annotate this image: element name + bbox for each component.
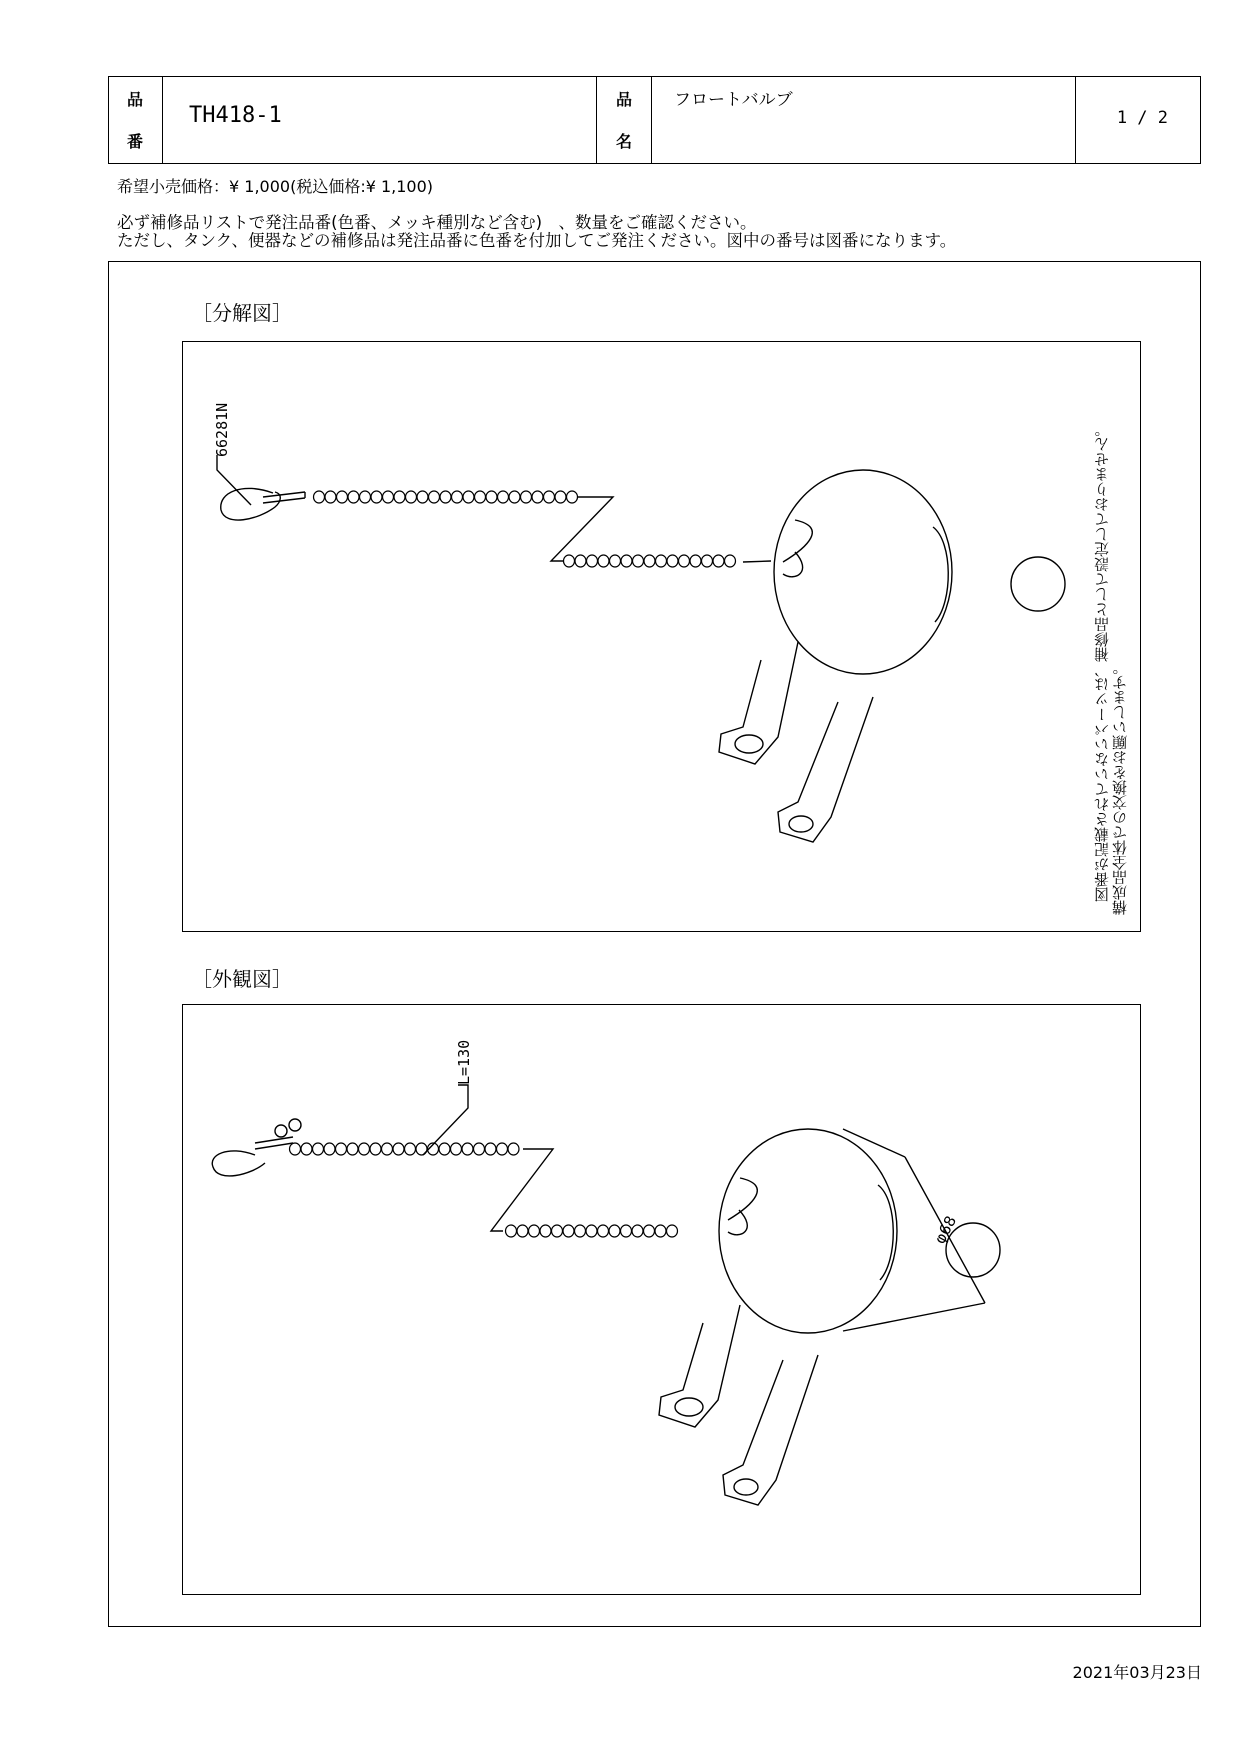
divider [162,77,163,163]
chain-bead [633,555,644,567]
chain-bead [290,1143,301,1155]
diameter-dimension [843,1129,985,1331]
chain-bead [393,1143,404,1155]
chain-bead [564,555,575,567]
chain-bead [301,1143,312,1155]
chain-bead [532,491,543,503]
chain-bead [506,1225,517,1237]
chain-bead [475,491,486,503]
issue-date: 2021年03月23日 [1072,1663,1202,1682]
chain-bead [587,555,598,567]
chain-bead [575,1225,586,1237]
chain-bead [544,491,555,503]
chain-bead [416,1143,427,1155]
chain-bead [529,1225,540,1237]
chain-bead [406,491,417,503]
chain-bead [485,1143,496,1155]
exploded-view-drawing [183,342,1142,933]
chain-bead [508,1143,519,1155]
retail-price: 希望小売価格：¥ 1,000(税込価格:¥ 1,100) [117,177,434,196]
chain-bead [667,1225,678,1237]
chain-bead [451,1143,462,1155]
pivot-hole-upper [735,735,763,753]
chain-bead [521,491,532,503]
chain-bead [462,1143,473,1155]
chain-bead [563,1225,574,1237]
chain-bead [497,1143,508,1155]
chain-upper [290,1143,520,1155]
pivot-hole-lower [789,816,813,832]
ball-knob [1011,557,1065,611]
diameter-label: φ68 [930,1212,961,1247]
chain-bead [314,491,325,503]
chain-bead [655,1225,666,1237]
pivot-arm-upper [659,1305,740,1427]
chain-bead [325,491,336,503]
chain-bead [324,1143,335,1155]
chain-bead [702,555,713,567]
chain-bead [621,1225,632,1237]
chain-bead [474,1143,485,1155]
chain-bead [360,491,371,503]
chain-ball-small [275,1125,287,1137]
chain-bead [540,1225,551,1237]
chain-bead [644,1225,655,1237]
chain-bead [429,491,440,503]
part-name: フロートバルブ [674,90,793,110]
chain-bead [679,555,690,567]
pivot-arm-lower [723,1355,818,1505]
part-number: TH418-1 [189,103,282,128]
ball-cord [728,1178,757,1235]
chain-bead [598,1225,609,1237]
hook-clip-arm [263,492,305,503]
chain-bead [555,491,566,503]
chain-bead [347,1143,358,1155]
chain-bead [336,1143,347,1155]
chain-bead [644,555,655,567]
chain-break [491,1149,553,1231]
hook-clip [212,1151,265,1176]
part-name-label-bottom: 名 [616,132,633,151]
chain-bead [575,555,586,567]
exploded-view-panel [182,341,1141,932]
chain-bead [517,1225,528,1237]
chain-bead [394,491,405,503]
divider [1075,77,1076,163]
chain-bead [725,555,736,567]
chain-bead [609,1225,620,1237]
exploded-view-title: ［分解図］ [192,301,292,325]
chain-bead [498,491,509,503]
chain-break [551,497,613,561]
chain-bead [667,555,678,567]
page-indicator: 1 / 2 [1116,108,1168,128]
part-no-label-top: 品 [127,90,144,109]
part-no-label-bottom: 番 [127,132,144,151]
chain-bead [348,491,359,503]
order-note-2: ただし、タンク、便器などの補修品は発注品番に色番を付加してご発注ください。図中の番号は図番になります。 [117,231,957,250]
chain-bead [610,555,621,567]
pivot-hole-upper [675,1398,703,1416]
chain-bead [690,555,701,567]
ball-cord [783,520,812,577]
exterior-view-panel [182,1004,1141,1595]
exterior-view-drawing [183,1005,1142,1596]
chain-lower [564,555,736,567]
chain-bead [370,1143,381,1155]
chain-bead [337,491,348,503]
chain-bead [313,1143,324,1155]
chain-bead [632,1225,643,1237]
chain-bead [598,555,609,567]
chain-bead [656,555,667,567]
chain-bead [371,491,382,503]
length-label: L=130 [455,1039,473,1085]
chain-upper [314,491,578,503]
order-note-1: 必ず補修品リストで発注品番(色番、メッキ種別など含む) 、数量をご確認ください。 [117,213,757,232]
chain-bead [621,555,632,567]
chain-bead [439,1143,450,1155]
chain-bead [405,1143,416,1155]
chain-bead [382,1143,393,1155]
part-name-label-top: 品 [616,90,633,109]
divider [596,77,597,163]
header-box [108,76,1201,164]
chain-bead [567,491,578,503]
hook-clip-arm [255,1137,293,1149]
side-note-1: 図番が記載されていないパーツは、補修品として設定しておりません。 [1093,422,1111,902]
chain-bead [359,1143,370,1155]
divider [651,77,652,163]
chain-bead [440,491,451,503]
chain-lower [506,1225,678,1237]
chain-end [743,561,771,562]
chain-bead [552,1225,563,1237]
chain-bead [486,491,497,503]
exterior-view-title: ［外観図］ [192,967,292,991]
chain-bead [383,491,394,503]
chain-bead [452,491,463,503]
chain-bead [586,1225,597,1237]
pivot-arm-lower [778,697,873,842]
callout-label: 66281N [213,402,231,457]
callout-leader [217,455,251,505]
chain-bead [463,491,474,503]
chain-bead [509,491,520,503]
side-note-2: 構成品全体での交換をお願いします。 [1111,660,1129,915]
pivot-arm-upper [719,642,798,764]
chain-ball-small [289,1119,301,1131]
pivot-hole-lower [734,1479,758,1495]
chain-bead [713,555,724,567]
chain-bead [417,491,428,503]
